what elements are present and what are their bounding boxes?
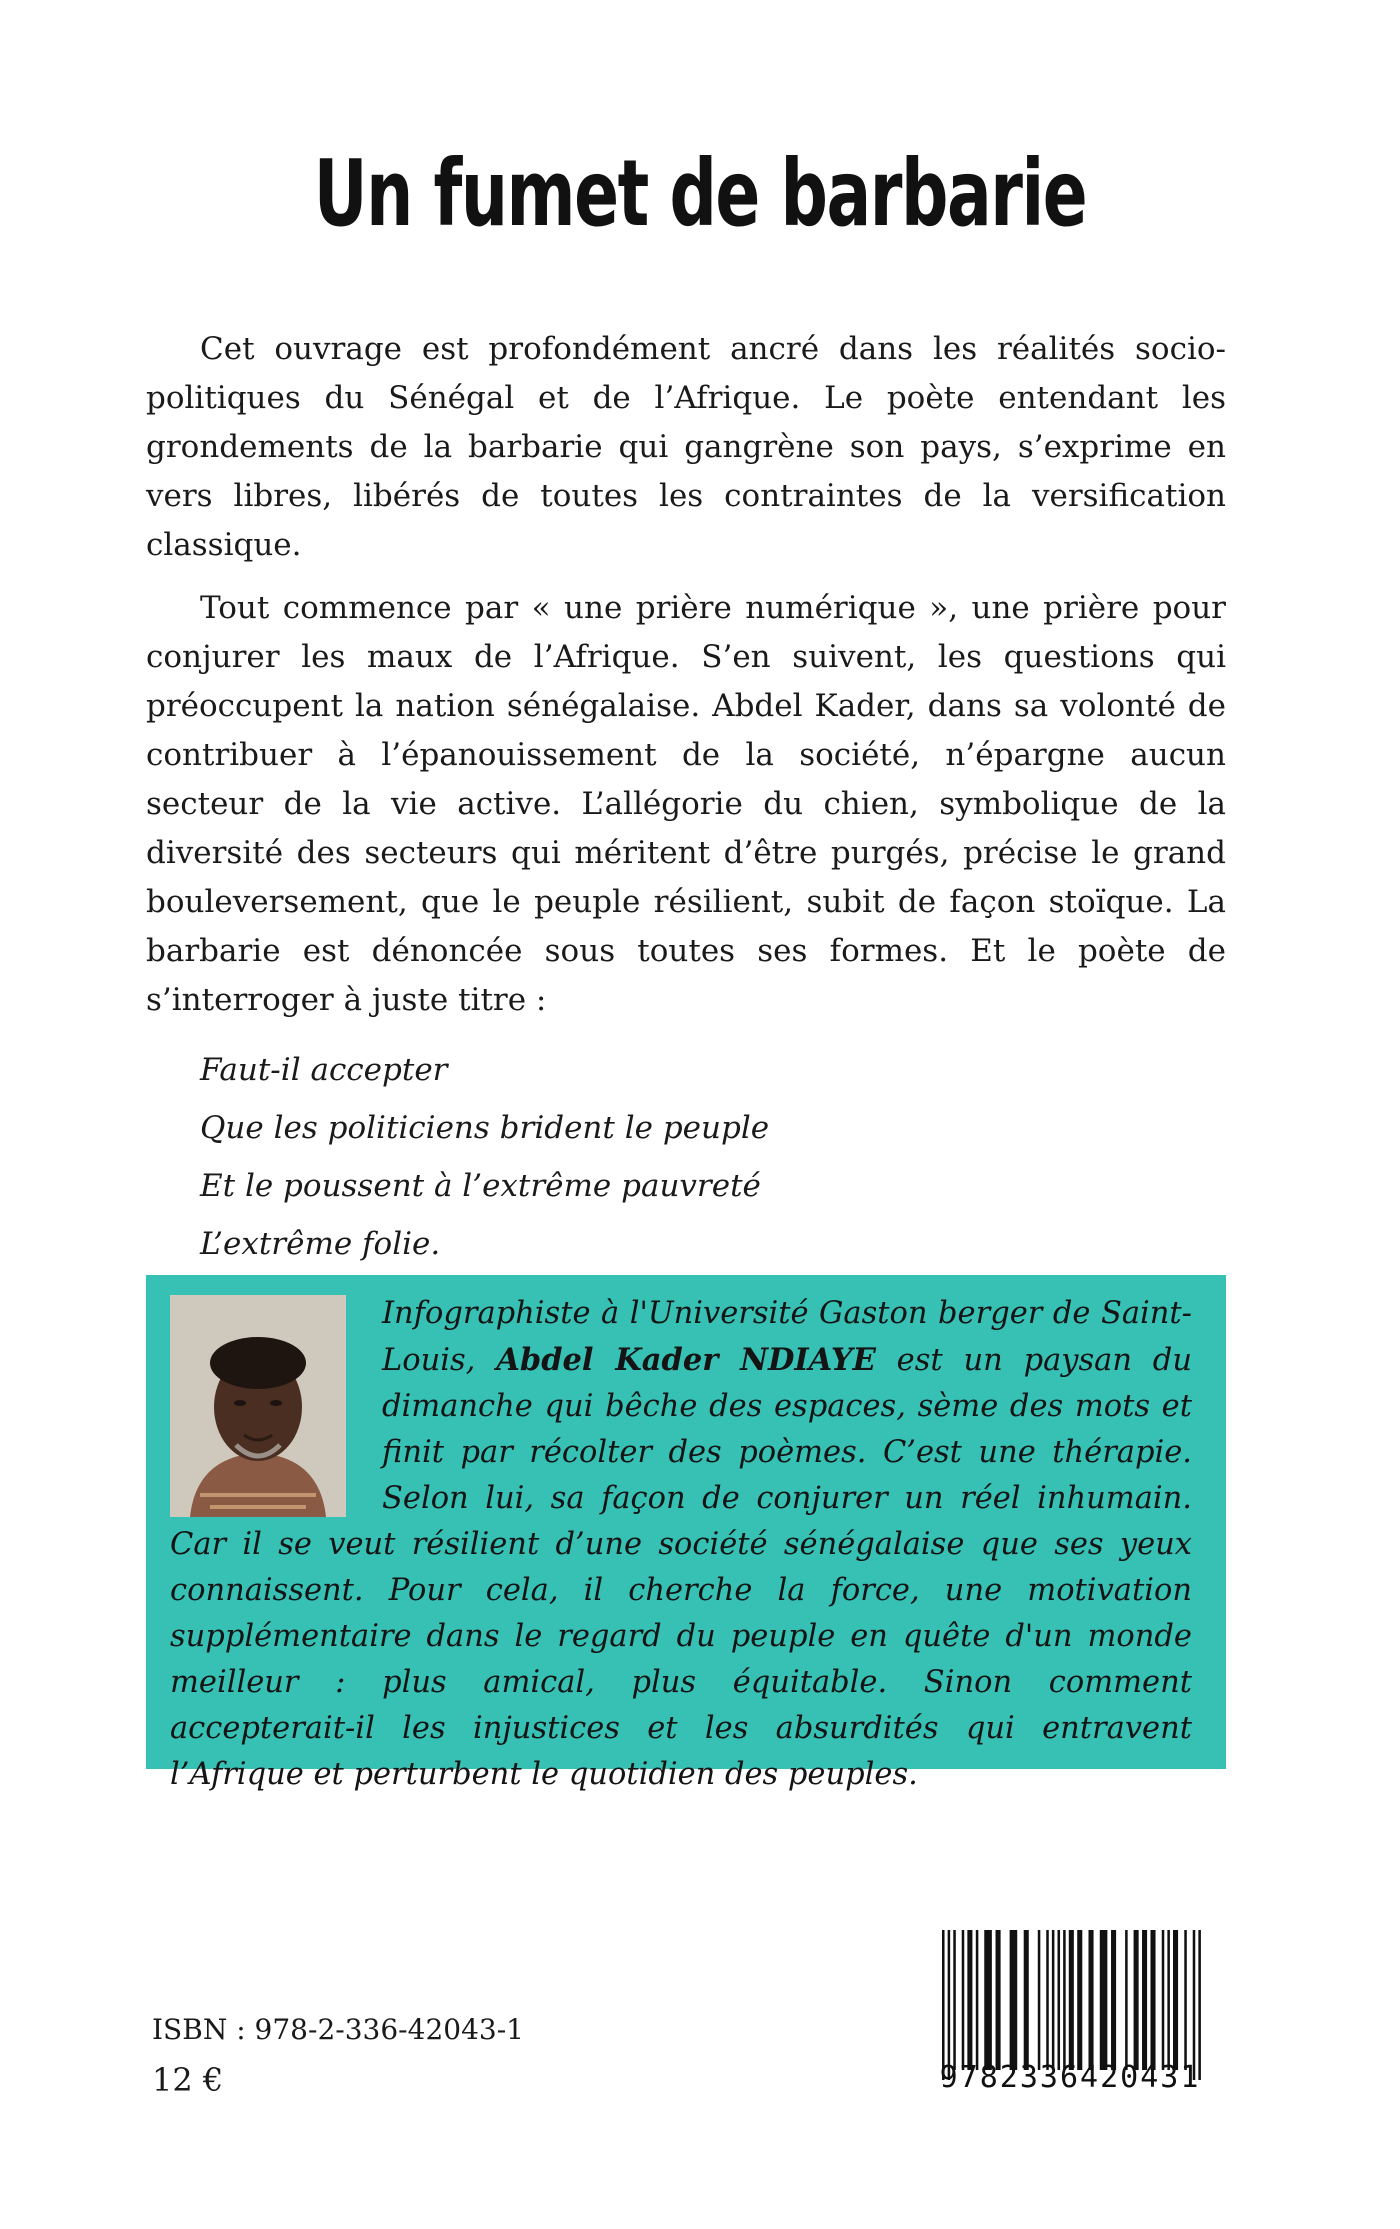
barcode-number: 9782336420431	[939, 2060, 1201, 2095]
poem-excerpt	[146, 1041, 1226, 1273]
poem-line: L’extrême folie.	[200, 1226, 441, 1262]
barcode-bar	[1077, 1930, 1082, 2070]
barcode-bar	[996, 1930, 1001, 2070]
summary-paragraph-2: Tout commence par « une prière numérique », une prière pour conjurer les maux de l’Afrique. S’en suivent, les questions qui préoccupent la nation sénégalaise. Abdel Kader, dans sa volonté de contribuer à l’épanouissement de la société, n’épargne aucun secteur de la vie active. L’allégorie du chien, symbolique de la diversité des secteurs qui méritent d’être purgés, précise le grand bouleversement, que le peuple résilient, subit de façon stoïque. La barbarie est dénoncée sous toutes ses formes. Et le poète de s’interroger à juste titre :	[146, 590, 1226, 1018]
barcode-bar	[1150, 1930, 1155, 2070]
barcode-bar	[962, 1930, 965, 2070]
barcode-bar	[1010, 1930, 1018, 2070]
poem-line: Que les politiciens brident le peuple	[200, 1110, 770, 1146]
barcode-bar	[1069, 1930, 1074, 2070]
barcode-bar	[1088, 1930, 1093, 2070]
summary-paragraph-1: Cet ouvrage est profondément ancré dans les réalités socio-politiques du Sénégal et de l’Afrique. Le poète entendant les grondements de la barbarie qui gangrène son pays, s’exprime en vers libres, libérés de toutes les contraintes de la versification classique.	[146, 331, 1226, 563]
book-title: Un fumet de barbarie	[313, 140, 1087, 247]
barcode-bar	[1100, 1930, 1108, 2070]
barcode-bar	[942, 1930, 945, 2080]
barcode-bar	[1162, 1930, 1165, 2070]
barcode-bar	[953, 1930, 956, 2070]
barcode-bar	[1024, 1930, 1029, 2070]
poem-line: Faut-il accepter	[200, 1052, 448, 1088]
bio-intro: Infographiste à l'Université Gaston berger de Saint-Louis,	[382, 1296, 1192, 1378]
barcode-bar	[1058, 1930, 1061, 2070]
bio-body: est un paysan du dimanche qui bêche des espaces, sème des mots et finit par récolter des poèmes. C’est une thérapie. Selon lui, sa façon de conjurer un réel inhumain. Car il se veut résilient d’une société sénégalaise que ses yeux connaissent. Pour cela, il cherche la force, une motivation supplémentaire dans le regard du peuple en quête d'un monde meilleur : plus amical, plus équitable. Sinon comment accepterait-il les injustices et les absurdités qui entravent l’Afrique et perturbent le quotidien des peuples.	[170, 1343, 1192, 1792]
barcode-bar	[976, 1930, 979, 2070]
barcode-bar	[967, 1930, 972, 2070]
barcode-bar	[1038, 1930, 1041, 2070]
author-bio-text	[170, 1291, 1192, 1798]
summary-text	[146, 325, 1226, 1273]
barcode-bar	[1193, 1930, 1196, 2080]
barcode-bar	[1184, 1930, 1187, 2070]
price-label: 12 €	[152, 2061, 224, 2099]
barcode-bar	[1134, 1930, 1139, 2070]
barcode-bar	[1167, 1930, 1170, 2070]
barcode-bar	[1063, 1930, 1066, 2070]
barcode-bar	[1125, 1930, 1128, 2070]
barcode-bar	[1046, 1930, 1049, 2070]
isbn-label: ISBN : 978-2-336-42043-1	[152, 2013, 524, 2046]
barcode-bar	[1173, 1930, 1178, 2070]
barcode-bar	[984, 1930, 992, 2070]
poem-line: Et le poussent à l’extrême pauvreté	[200, 1168, 761, 1204]
bio-author-name: Abdel Kader NDIAYE	[496, 1342, 876, 1378]
barcode-bar	[1052, 1930, 1055, 2070]
barcode-bar	[948, 1930, 951, 2080]
barcode-bar	[1142, 1930, 1147, 2070]
barcode-bar	[1198, 1930, 1201, 2080]
author-bio-box	[146, 1275, 1226, 1792]
barcode-bar	[1111, 1930, 1116, 2070]
